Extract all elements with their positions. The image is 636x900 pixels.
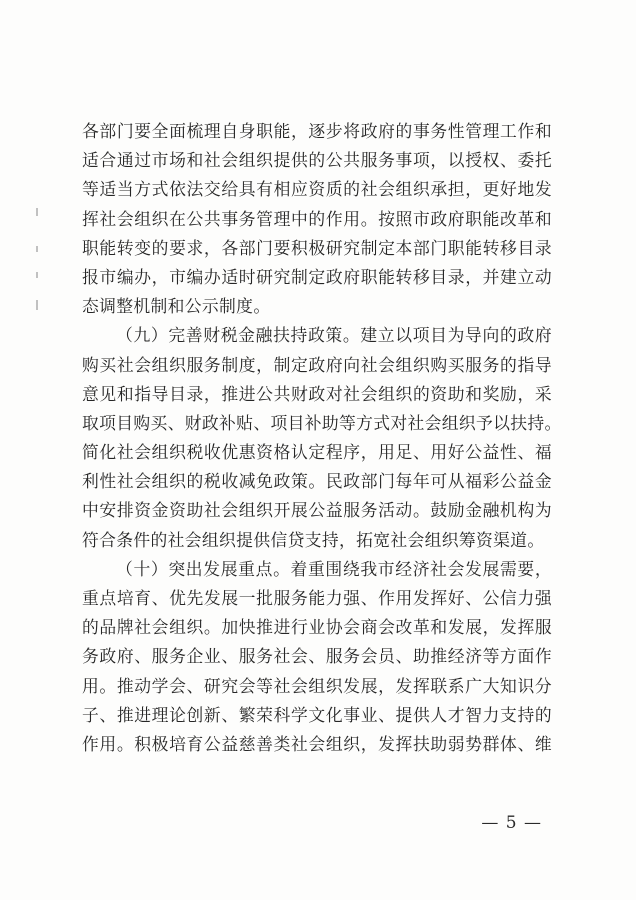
text-line: 等适当方式依法交给具有相应资质的社会组织承担，更好地发 xyxy=(82,179,552,200)
text-line: 简化社会组织税收优惠资格认定程序，用足、用好公益性、福 xyxy=(82,442,552,463)
text-line: 挥社会组织在公共事务管理中的作用。按照市政府职能改革和 xyxy=(82,208,552,229)
text-line: 作用。积极培育公益慈善类社会组织，发挥扶助弱势群体、维 xyxy=(82,733,552,754)
section-heading-line: （十）突出发展重点。着重围绕我市经济社会发展需要， xyxy=(116,558,552,579)
text-line: 购买社会组织服务制度，制定政府向社会组织购买服务的指导 xyxy=(82,354,552,375)
text-line: 态调整机制和公示制度。 xyxy=(82,296,271,317)
page-number: — 5 — xyxy=(481,813,542,833)
text-line: 子、推进理论创新、繁荣科学文化事业、提供人才智力支持的 xyxy=(82,704,552,725)
text-line: 各部门要全面梳理自身职能，逐步将政府的事务性管理工作和 xyxy=(82,121,552,141)
text-line: 用。推动学会、研究会等社会组织发展，发挥联系广大知识分 xyxy=(82,675,552,696)
body-text xyxy=(82,117,562,759)
text-line: 中安排资金资助社会组织开展公益服务活动。鼓励金融机构为 xyxy=(82,500,552,521)
section-heading-line: （九）完善财税金融扶持政策。建立以项目为导向的政府 xyxy=(116,325,552,346)
text-line: 符合条件的社会组织提供信贷支持，拓宽社会组织筹资渠道。 xyxy=(82,529,545,550)
binding-mark xyxy=(36,300,38,310)
binding-mark xyxy=(36,272,38,278)
text-line: 利性社会组织的税收减免政策。民政部门每年可从福彩公益金 xyxy=(82,471,552,492)
binding-mark xyxy=(36,246,38,252)
text-line: 的品牌社会组织。加快推进行业协会商会改革和发展，发挥服 xyxy=(82,617,552,638)
binding-mark xyxy=(36,208,38,216)
text-line: 取项目购买、财政补贴、项目补助等方式对社会组织予以扶持。 xyxy=(82,412,562,433)
text-line: 意见和指导目录，推进公共财政对社会组织的资助和奖励，采 xyxy=(82,383,552,404)
text-line: 报市编办，市编办适时研究制定政府职能转移目录，并建立动 xyxy=(82,266,552,287)
text-line: 适合通过市场和社会组织提供的公共服务事项，以授权、委托 xyxy=(82,150,552,171)
text-line: 务政府、服务企业、服务社会、服务会员、助推经济等方面作 xyxy=(82,646,552,667)
text-line: 职能转变的要求，各部门要积极研究制定本部门职能转移目录 xyxy=(82,237,552,258)
text-line: 重点培育、优先发展一批服务能力强、作用发挥好、公信力强 xyxy=(82,588,552,608)
